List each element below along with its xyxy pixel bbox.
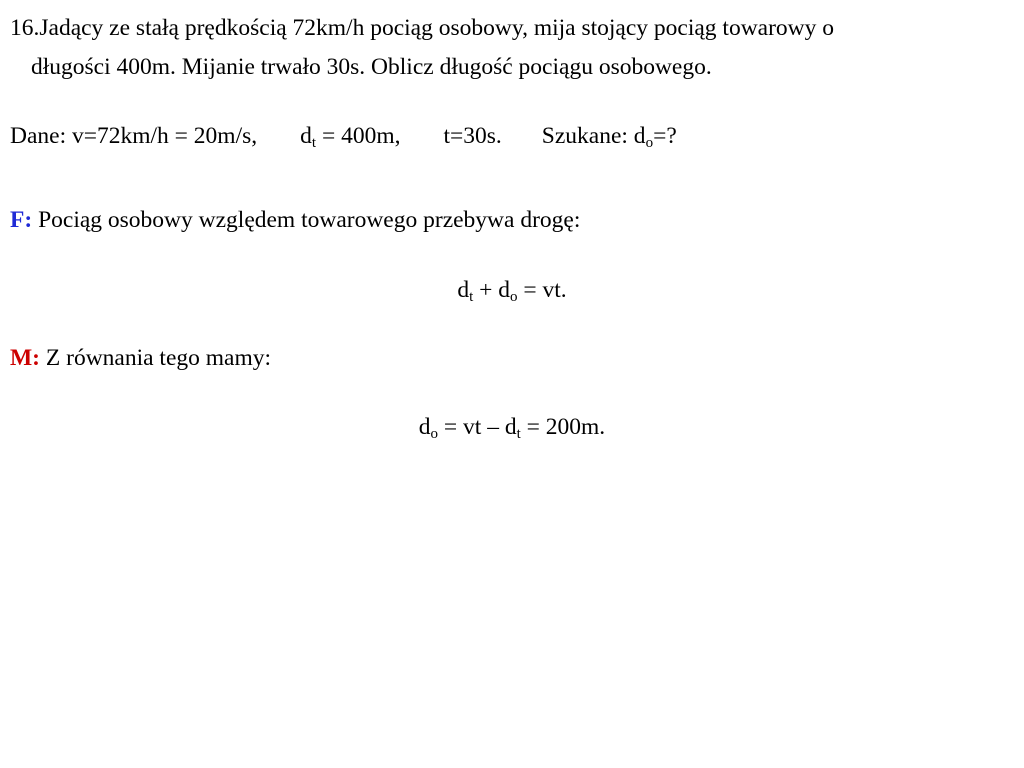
eq2-a-sub: o xyxy=(430,426,439,442)
given-line xyxy=(10,122,677,150)
eq1-a: d xyxy=(457,277,470,303)
sought-sub: o xyxy=(645,135,654,151)
eq2-rest: = 200m. xyxy=(520,414,606,440)
eq2-a: d xyxy=(418,414,431,440)
problem-line-1: 16.Jadący ze stałą prędkością 72km/h pociąg osobowy, mija stojący pociąg towarowy o xyxy=(10,15,835,41)
given-dt-base: d xyxy=(300,123,312,149)
math-line xyxy=(10,344,271,372)
given-dt-sub: t xyxy=(311,135,317,151)
eq1-b-sub: o xyxy=(510,289,518,305)
physics-text: Pociąg osobowy względem towarowego przebywa drogę: xyxy=(32,207,581,233)
eq2-b-sub: t xyxy=(516,426,521,442)
eq1-a-sub: t xyxy=(469,289,474,305)
math-label: M: xyxy=(10,345,41,371)
problem-line-2: długości 400m. Mijanie trwało 30s. Oblicz długość pociągu osobowego. xyxy=(31,54,712,80)
given-time: t=30s. xyxy=(443,123,502,149)
given-prefix: Dane: v=72km/h = 20m/s, xyxy=(10,123,258,149)
given-dt-value: = 400m, xyxy=(316,123,401,149)
math-text: Z równania tego mamy: xyxy=(40,345,272,371)
physics-line xyxy=(10,206,580,234)
eq2-mid: = vt – d xyxy=(438,414,517,440)
eq1-rest: = vt. xyxy=(517,277,567,303)
physics-label: F: xyxy=(10,207,33,233)
equation-2 xyxy=(0,413,1024,441)
sought-prefix: Szukane: d xyxy=(541,123,646,149)
sought-suffix: =? xyxy=(653,123,677,149)
equation-1 xyxy=(0,276,1024,304)
eq1-plus: + d xyxy=(473,277,510,303)
